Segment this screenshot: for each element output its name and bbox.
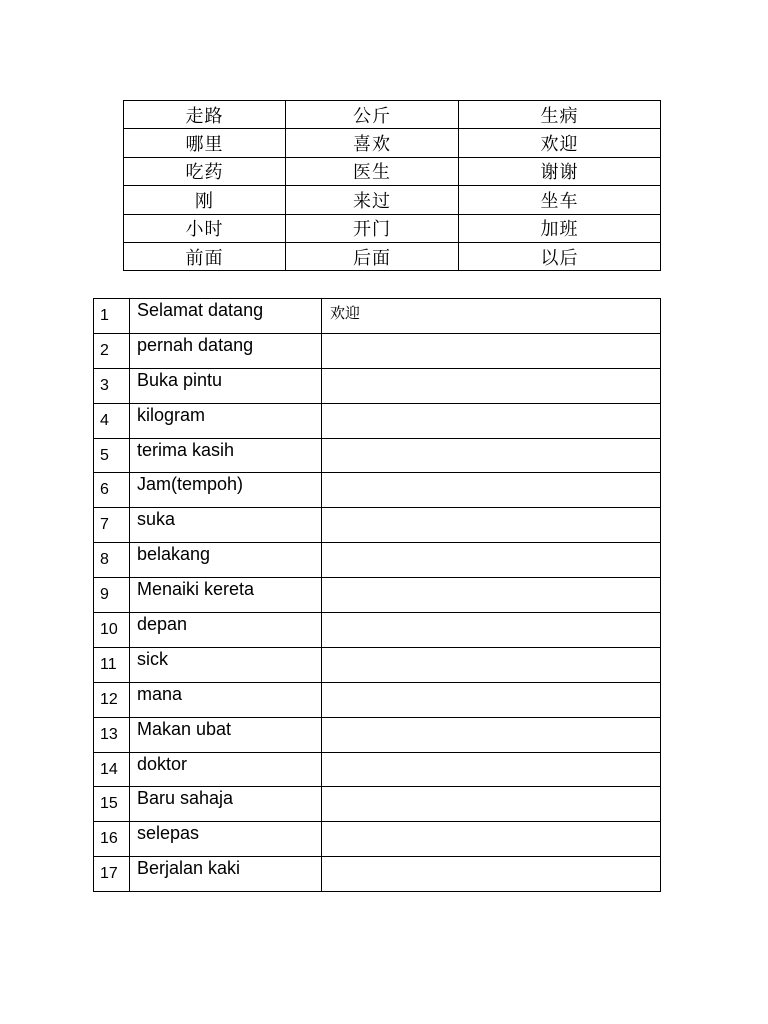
exercise-row <box>94 578 661 613</box>
answer-cell[interactable] <box>322 438 661 473</box>
exercise-table <box>93 298 661 892</box>
answer-cell[interactable] <box>322 473 661 508</box>
vocab-row <box>124 242 661 270</box>
row-number: 8 <box>94 543 130 578</box>
malay-word: Berjalan kaki <box>130 857 322 892</box>
vocabulary-table <box>123 100 661 271</box>
vocabulary-table-body <box>124 101 661 271</box>
row-number: 12 <box>94 682 130 717</box>
vocab-row <box>124 101 661 129</box>
row-number: 10 <box>94 613 130 648</box>
row-number: 16 <box>94 822 130 857</box>
malay-word: selepas <box>130 822 322 857</box>
exercise-table-body <box>94 299 661 892</box>
malay-word: suka <box>130 508 322 543</box>
vocab-cell: 喜欢 <box>286 129 459 157</box>
exercise-row <box>94 368 661 403</box>
exercise-row <box>94 403 661 438</box>
malay-word: Menaiki kereta <box>130 578 322 613</box>
exercise-row <box>94 473 661 508</box>
exercise-row <box>94 299 661 334</box>
exercise-row <box>94 438 661 473</box>
row-number: 11 <box>94 647 130 682</box>
answer-cell[interactable] <box>322 403 661 438</box>
exercise-row <box>94 647 661 682</box>
exercise-row <box>94 543 661 578</box>
answer-cell[interactable] <box>322 787 661 822</box>
exercise-row <box>94 752 661 787</box>
vocab-cell: 刚 <box>124 186 286 214</box>
vocab-row <box>124 129 661 157</box>
answer-cell[interactable] <box>322 752 661 787</box>
malay-word: Selamat datang <box>130 299 322 334</box>
answer-cell[interactable] <box>322 822 661 857</box>
exercise-row <box>94 333 661 368</box>
exercise-row <box>94 717 661 752</box>
vocab-cell: 来过 <box>286 186 459 214</box>
vocab-cell: 走路 <box>124 101 286 129</box>
row-number: 2 <box>94 333 130 368</box>
malay-word: Makan ubat <box>130 717 322 752</box>
answer-cell[interactable] <box>322 682 661 717</box>
malay-word: pernah datang <box>130 333 322 368</box>
answer-cell[interactable] <box>322 613 661 648</box>
row-number: 9 <box>94 578 130 613</box>
vocab-cell: 谢谢 <box>459 157 661 185</box>
answer-cell[interactable] <box>322 717 661 752</box>
row-number: 4 <box>94 403 130 438</box>
vocab-cell: 坐车 <box>459 186 661 214</box>
row-number: 17 <box>94 857 130 892</box>
answer-cell[interactable] <box>322 508 661 543</box>
row-number: 7 <box>94 508 130 543</box>
answer-cell[interactable] <box>322 857 661 892</box>
malay-word: depan <box>130 613 322 648</box>
row-number: 5 <box>94 438 130 473</box>
malay-word: belakang <box>130 543 322 578</box>
vocab-cell: 生病 <box>459 101 661 129</box>
exercise-row <box>94 613 661 648</box>
vocab-cell: 开门 <box>286 214 459 242</box>
malay-word: kilogram <box>130 403 322 438</box>
vocab-cell: 公斤 <box>286 101 459 129</box>
row-number: 1 <box>94 299 130 334</box>
malay-word: Baru sahaja <box>130 787 322 822</box>
answer-cell[interactable] <box>322 333 661 368</box>
vocab-row <box>124 186 661 214</box>
malay-word: mana <box>130 682 322 717</box>
row-number: 15 <box>94 787 130 822</box>
vocab-cell: 小时 <box>124 214 286 242</box>
row-number: 13 <box>94 717 130 752</box>
vocab-row <box>124 214 661 242</box>
row-number: 3 <box>94 368 130 403</box>
vocab-cell: 欢迎 <box>459 129 661 157</box>
vocab-cell: 医生 <box>286 157 459 185</box>
answer-cell[interactable] <box>322 368 661 403</box>
malay-word: doktor <box>130 752 322 787</box>
exercise-row <box>94 822 661 857</box>
malay-word: sick <box>130 647 322 682</box>
malay-word: Jam(tempoh) <box>130 473 322 508</box>
vocab-cell: 后面 <box>286 242 459 270</box>
vocab-cell: 加班 <box>459 214 661 242</box>
vocab-cell: 哪里 <box>124 129 286 157</box>
exercise-row <box>94 787 661 822</box>
answer-cell[interactable]: 欢迎 <box>322 299 661 334</box>
vocab-row <box>124 157 661 185</box>
malay-word: terima kasih <box>130 438 322 473</box>
malay-word: Buka pintu <box>130 368 322 403</box>
exercise-row <box>94 508 661 543</box>
vocab-cell: 吃药 <box>124 157 286 185</box>
answer-cell[interactable] <box>322 543 661 578</box>
row-number: 14 <box>94 752 130 787</box>
answer-cell[interactable] <box>322 578 661 613</box>
row-number: 6 <box>94 473 130 508</box>
vocab-cell: 前面 <box>124 242 286 270</box>
answer-cell[interactable] <box>322 647 661 682</box>
exercise-row <box>94 857 661 892</box>
vocab-cell: 以后 <box>459 242 661 270</box>
exercise-row <box>94 682 661 717</box>
